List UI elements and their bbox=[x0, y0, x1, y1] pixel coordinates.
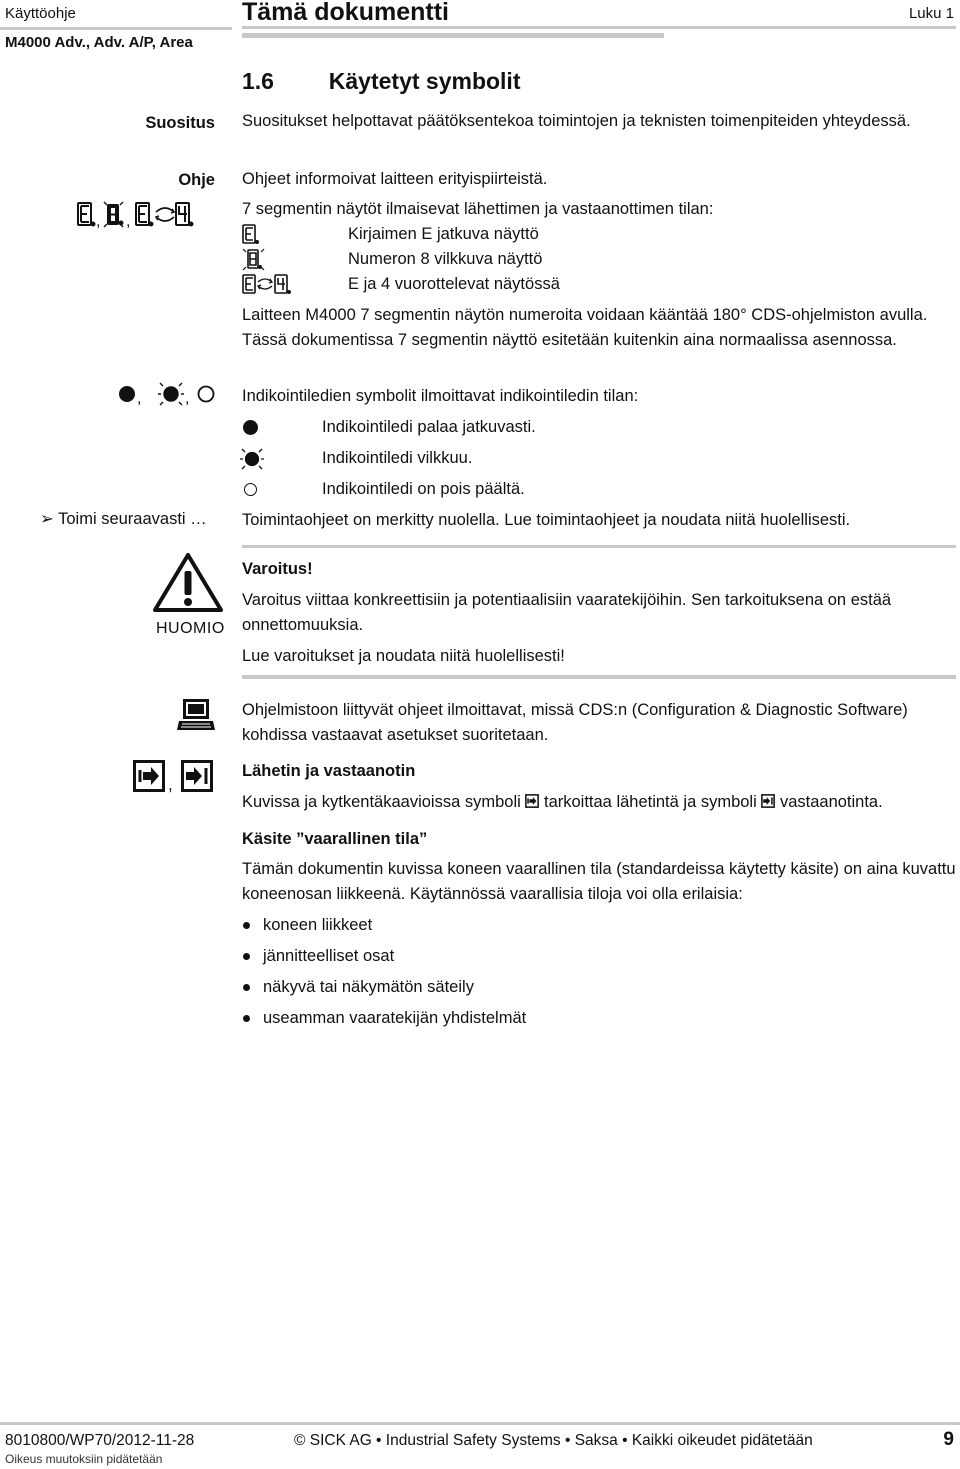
segment-e-small-icon bbox=[242, 222, 262, 247]
warning-text-1: Varoitus viittaa konkreettisiin ja potentiaalisiin vaaratekijöihin. Sen tarkoituksena on estää onnettomuuksia. bbox=[242, 591, 892, 634]
segment-item-e4-text: E ja 4 vuorottelevat näytössä bbox=[348, 275, 560, 293]
warning-rule bbox=[242, 675, 956, 679]
led-blink-icon bbox=[239, 447, 265, 471]
warning-label: HUOMIO bbox=[156, 620, 225, 637]
led-blink-icon bbox=[158, 383, 184, 405]
segment-icons bbox=[76, 200, 221, 230]
section-title: Käytetyt symbolit bbox=[328, 68, 521, 94]
header-rule-right-2 bbox=[242, 33, 664, 38]
tx-rx-text-a: Kuvissa ja kytkentäkaavioissa symboli bbox=[242, 793, 521, 811]
bullet-dot bbox=[243, 984, 250, 991]
toimi-label: ➢ Toimi seuraavasti … bbox=[40, 510, 207, 528]
suositus-text: Suositukset helpottavat päätöksentekoa toimintojen ja teknisten toimenpiteiden yhteydessä. bbox=[242, 112, 911, 130]
tx-rx-title: Lähetin ja vastaanotin bbox=[242, 762, 416, 780]
warning-title: Varoitus! bbox=[242, 560, 313, 578]
segment-e-4-alternate-icon bbox=[136, 203, 193, 226]
segment-item-8 bbox=[242, 247, 842, 272]
segment-sep-2: , bbox=[126, 213, 131, 230]
header-rule-right bbox=[242, 26, 956, 29]
toimi-text: Toimintaohjeet on merkitty nuolella. Lue toimintaohjeet ja noudata niitä huolellisesti. bbox=[242, 511, 851, 529]
warning-triangle-icon bbox=[152, 551, 224, 613]
segment-8-blink-icon bbox=[104, 202, 123, 227]
footer-rights-note: Oikeus muutoksiin pidätetään bbox=[5, 1452, 163, 1466]
header-product: M4000 Adv., Adv. A/P, Area bbox=[5, 34, 193, 51]
tx-rx-text bbox=[242, 790, 957, 815]
section-heading bbox=[242, 68, 520, 95]
segment-intro: 7 segmentin näytöt ilmaisevat lähettimen ja vastaanottimen tilan: bbox=[242, 200, 714, 218]
transmitter-icon bbox=[133, 760, 165, 792]
software-text: Ohjelmistoon liittyvät ohjeet ilmoittavat, missä CDS:n (Configuration & Diagnostic Software) kohdissa vastaavat asetukset suoritetaan. bbox=[242, 701, 908, 744]
led-item-blink-text: Indikointiledi vilkkuu. bbox=[322, 449, 473, 467]
led-on-icon bbox=[243, 420, 258, 435]
led-intro: Indikointiledien symbolit ilmoittavat indikointiledin tilan: bbox=[242, 387, 639, 405]
segment-8-small-icon bbox=[242, 247, 268, 272]
bullet-dot bbox=[243, 1015, 250, 1022]
receiver-small-icon bbox=[761, 794, 775, 808]
transmitter-small-icon bbox=[525, 794, 539, 808]
bullet-dot bbox=[243, 953, 250, 960]
hazard-text: Tämän dokumentin kuvissa koneen vaarallinen tila (standardeissa käytetty käsite) on aina kuvattu koneenosan liikkeenä. Käytännössä vaarallisia tiloja voi olla erilaisia: bbox=[242, 860, 956, 903]
segment-item-e-text: Kirjaimen E jatkuva näyttö bbox=[348, 225, 539, 243]
segment-e4-small-icon bbox=[242, 272, 292, 297]
led-icons bbox=[118, 381, 218, 407]
hazard-title: Käsite ”vaarallinen tila” bbox=[242, 830, 428, 848]
segment-margin-symbols bbox=[76, 200, 221, 230]
list-item: koneen liikkeet bbox=[263, 916, 373, 934]
svg-text:,: , bbox=[185, 390, 190, 407]
laptop-icon bbox=[176, 697, 216, 733]
led-item-off bbox=[242, 477, 842, 502]
svg-text:,: , bbox=[137, 390, 142, 407]
tx-rx-text-c: vastaanotinta. bbox=[779, 793, 883, 811]
list-item: useamman vaaratekijän yhdistelmät bbox=[263, 1009, 527, 1027]
segment-note: Laitteen M4000 7 segmentin näytön numeroita voidaan kääntää 180° CDS-ohjelmiston avulla. Tässä dokumentissa 7 segmentin näyttö esitetään kuitenkin aina normaalissa asennossa. bbox=[242, 306, 928, 349]
led-margin-symbols bbox=[118, 381, 218, 407]
suositus-label: Suositus bbox=[145, 114, 215, 132]
header-doc-type: Käyttöohje bbox=[5, 5, 76, 22]
header-rule-left bbox=[0, 27, 232, 30]
bullet-dot bbox=[243, 922, 250, 929]
footer-doc-id: 8010800/WP70/2012-11-28 bbox=[5, 1432, 195, 1449]
footer-page-number: 9 bbox=[943, 1429, 954, 1450]
segment-e-icon bbox=[78, 203, 95, 226]
segment-item-8-text: Numeron 8 vilkkuva näyttö bbox=[348, 250, 543, 268]
tx-rx-text-b: tarkoittaa lähetintä ja symboli bbox=[543, 793, 757, 811]
ohje-text: Ohjeet informoivat laitteen erityispiirteistä. bbox=[242, 170, 548, 188]
led-item-on-text: Indikointiledi palaa jatkuvasti. bbox=[322, 418, 536, 436]
list-item: näkyvä tai näkymätön säteily bbox=[263, 978, 474, 996]
toimi-rule bbox=[242, 545, 956, 548]
list-item: jännitteelliset osat bbox=[263, 947, 395, 965]
section-number: 1.6 bbox=[242, 68, 274, 94]
segment-item-e bbox=[242, 222, 842, 247]
led-on-icon bbox=[119, 386, 135, 402]
led-item-on bbox=[242, 415, 842, 440]
tx-rx-sep: , bbox=[168, 775, 173, 794]
led-item-off-text: Indikointiledi on pois päältä. bbox=[322, 480, 525, 498]
header-chapter: Luku 1 bbox=[908, 5, 954, 22]
led-off-icon bbox=[199, 387, 214, 402]
header-title: Tämä dokumentti bbox=[242, 0, 449, 26]
led-off-icon bbox=[244, 483, 257, 496]
footer-copyright: © SICK AG • Industrial Safety Systems • Saksa • Kaikki oikeudet pidätetään bbox=[294, 1432, 813, 1449]
footer-rule bbox=[0, 1422, 960, 1425]
warning-text-2: Lue varoitukset ja noudata niitä huolellisesti! bbox=[242, 647, 565, 665]
segment-sep-1: , bbox=[96, 213, 101, 230]
receiver-icon bbox=[181, 760, 213, 792]
led-item-blink bbox=[242, 446, 842, 471]
segment-item-e4 bbox=[242, 272, 842, 297]
ohje-label: Ohje bbox=[178, 171, 215, 189]
